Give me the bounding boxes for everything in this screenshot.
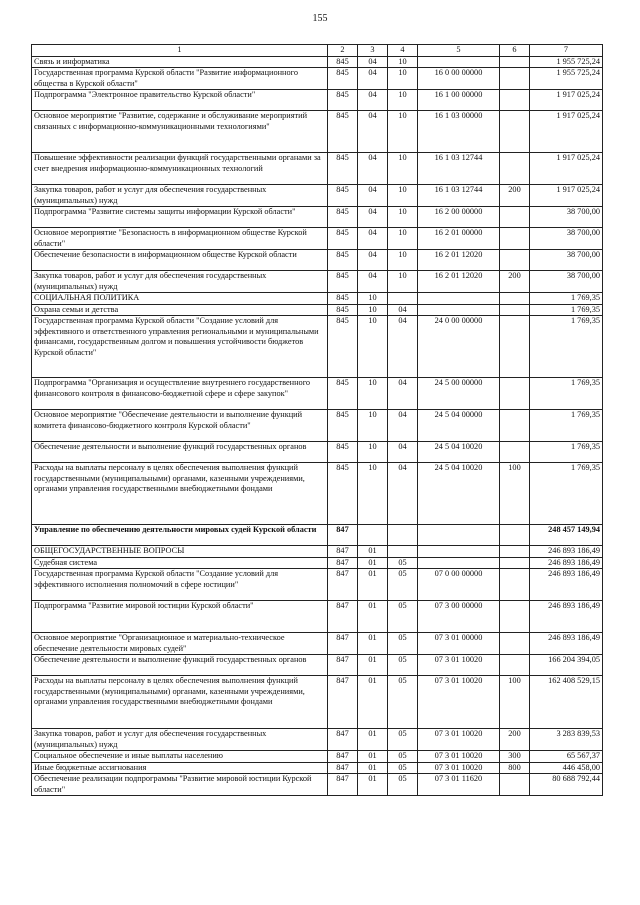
row-name-cell: Подпрограмма "Развитие мировой юстиции Курской области" bbox=[32, 601, 328, 633]
table-row bbox=[32, 601, 603, 633]
row-value-cell: 847 bbox=[328, 557, 358, 569]
row-value-cell: 80 688 792,44 bbox=[530, 774, 603, 796]
header-cell: 6 bbox=[500, 45, 530, 57]
row-name-cell: Подпрограмма "Электронное правительство Курской области" bbox=[32, 90, 328, 111]
row-value-cell: 100 bbox=[500, 463, 530, 525]
header-cell: 1 bbox=[32, 45, 328, 57]
row-value-cell: 847 bbox=[328, 633, 358, 655]
row-value-cell: 10 bbox=[388, 207, 418, 228]
row-value-cell bbox=[418, 557, 500, 569]
row-value-cell: 800 bbox=[500, 762, 530, 774]
row-value-cell: 10 bbox=[388, 56, 418, 68]
row-value-cell: 162 408 529,15 bbox=[530, 676, 603, 729]
row-value-cell: 04 bbox=[358, 250, 388, 271]
row-value-cell: 845 bbox=[328, 207, 358, 228]
row-value-cell: 1 917 025,24 bbox=[530, 185, 603, 207]
row-value-cell: 01 bbox=[358, 546, 388, 558]
row-value-cell: 24 5 00 00000 bbox=[418, 378, 500, 410]
table-row bbox=[32, 111, 603, 153]
row-value-cell: 01 bbox=[358, 557, 388, 569]
table-row bbox=[32, 751, 603, 763]
row-name-cell: Подпрограмма "Развитие системы защиты информации Курской области" bbox=[32, 207, 328, 228]
row-value-cell: 10 bbox=[388, 228, 418, 250]
row-name-cell: Основное мероприятие "Организационное и материально-техническое обеспечение деятельности мировых судей" bbox=[32, 633, 328, 655]
row-value-cell bbox=[388, 546, 418, 558]
table-row bbox=[32, 56, 603, 68]
row-value-cell: 16 0 00 00000 bbox=[418, 68, 500, 90]
row-value-cell: 1 955 725,24 bbox=[530, 56, 603, 68]
row-value-cell: 05 bbox=[388, 751, 418, 763]
table-row bbox=[32, 316, 603, 378]
row-value-cell: 200 bbox=[500, 729, 530, 751]
row-name-cell: Закупка товаров, работ и услуг для обеспечения государственных (муниципальных) нужд bbox=[32, 185, 328, 207]
row-value-cell: 845 bbox=[328, 111, 358, 153]
row-value-cell: 10 bbox=[358, 316, 388, 378]
row-value-cell: 04 bbox=[388, 378, 418, 410]
row-value-cell: 1 769,35 bbox=[530, 304, 603, 316]
row-value-cell bbox=[500, 378, 530, 410]
row-value-cell: 10 bbox=[358, 442, 388, 463]
row-value-cell bbox=[500, 655, 530, 676]
row-name-cell: Закупка товаров, работ и услуг для обеспечения государственных (муниципальных) нужд bbox=[32, 271, 328, 293]
table-row bbox=[32, 185, 603, 207]
row-value-cell: 246 893 186,49 bbox=[530, 546, 603, 558]
row-value-cell: 1 769,35 bbox=[530, 463, 603, 525]
row-value-cell: 847 bbox=[328, 751, 358, 763]
header-cell: 7 bbox=[530, 45, 603, 57]
row-value-cell: 10 bbox=[388, 68, 418, 90]
row-value-cell: 16 1 03 12744 bbox=[418, 185, 500, 207]
row-value-cell: 847 bbox=[328, 762, 358, 774]
row-name-cell: Управление по обеспечению деятельности мировых судей Курской области bbox=[32, 525, 328, 546]
row-value-cell: 16 1 03 12744 bbox=[418, 153, 500, 185]
row-value-cell: 1 917 025,24 bbox=[530, 153, 603, 185]
row-value-cell: 1 769,35 bbox=[530, 316, 603, 378]
row-value-cell: 07 3 01 10020 bbox=[418, 729, 500, 751]
row-value-cell bbox=[388, 525, 418, 546]
row-value-cell: 845 bbox=[328, 90, 358, 111]
row-value-cell: 24 5 04 10020 bbox=[418, 442, 500, 463]
row-value-cell: 16 2 01 12020 bbox=[418, 250, 500, 271]
row-value-cell: 38 700,00 bbox=[530, 250, 603, 271]
row-value-cell bbox=[500, 228, 530, 250]
row-value-cell: 1 917 025,24 bbox=[530, 90, 603, 111]
row-name-cell: Основное мероприятие "Развитие, содержание и обслуживание мероприятий связанных с информационно-коммуникационными технологиями" bbox=[32, 111, 328, 153]
row-value-cell: 07 3 01 10020 bbox=[418, 762, 500, 774]
table-row bbox=[32, 90, 603, 111]
table-row bbox=[32, 250, 603, 271]
row-value-cell bbox=[500, 601, 530, 633]
row-name-cell: Обеспечение безопасности в информационном обществе Курской области bbox=[32, 250, 328, 271]
row-value-cell: 446 458,00 bbox=[530, 762, 603, 774]
row-value-cell: 845 bbox=[328, 271, 358, 293]
table-row bbox=[32, 410, 603, 442]
row-value-cell bbox=[500, 293, 530, 305]
row-value-cell: 38 700,00 bbox=[530, 271, 603, 293]
row-value-cell: 04 bbox=[358, 153, 388, 185]
row-value-cell bbox=[500, 557, 530, 569]
row-value-cell: 05 bbox=[388, 569, 418, 601]
row-value-cell bbox=[500, 304, 530, 316]
row-value-cell: 1 769,35 bbox=[530, 442, 603, 463]
row-name-cell: Основное мероприятие "Обеспечение деятельности и выполнение функций комитета финансово-бюджетного контроля Курской области" bbox=[32, 410, 328, 442]
row-value-cell: 04 bbox=[388, 442, 418, 463]
row-value-cell: 246 893 186,49 bbox=[530, 557, 603, 569]
row-value-cell: 07 0 00 00000 bbox=[418, 569, 500, 601]
header-cell: 3 bbox=[358, 45, 388, 57]
row-value-cell: 10 bbox=[358, 463, 388, 525]
row-value-cell: 166 204 394,05 bbox=[530, 655, 603, 676]
row-value-cell: 845 bbox=[328, 316, 358, 378]
row-value-cell: 05 bbox=[388, 655, 418, 676]
row-value-cell: 1 769,35 bbox=[530, 378, 603, 410]
row-value-cell bbox=[500, 56, 530, 68]
row-value-cell bbox=[418, 525, 500, 546]
table-row bbox=[32, 774, 603, 796]
row-value-cell: 10 bbox=[388, 185, 418, 207]
row-name-cell: Охрана семьи и детства bbox=[32, 304, 328, 316]
row-value-cell bbox=[500, 250, 530, 271]
row-value-cell: 10 bbox=[388, 271, 418, 293]
row-name-cell: Расходы на выплаты персоналу в целях обеспечения выполнения функций государственными (муниципальными) органами, казенными учреждениями, органами управления государственными внебюджетными фондами bbox=[32, 676, 328, 729]
row-value-cell bbox=[500, 525, 530, 546]
row-value-cell: 845 bbox=[328, 293, 358, 305]
row-value-cell: 04 bbox=[358, 185, 388, 207]
row-value-cell: 24 5 04 00000 bbox=[418, 410, 500, 442]
table-row bbox=[32, 68, 603, 90]
row-name-cell: Связь и информатика bbox=[32, 56, 328, 68]
row-value-cell: 1 917 025,24 bbox=[530, 111, 603, 153]
row-value-cell: 04 bbox=[358, 228, 388, 250]
row-value-cell: 38 700,00 bbox=[530, 207, 603, 228]
row-name-cell: Повышение эффективности реализации функций государственными органами за счет внедрения информационно-коммуникационных технологий bbox=[32, 153, 328, 185]
row-value-cell bbox=[500, 546, 530, 558]
row-value-cell: 04 bbox=[358, 271, 388, 293]
row-value-cell: 65 567,37 bbox=[530, 751, 603, 763]
row-value-cell: 05 bbox=[388, 729, 418, 751]
row-value-cell: 10 bbox=[358, 293, 388, 305]
table-row bbox=[32, 304, 603, 316]
row-value-cell: 10 bbox=[388, 90, 418, 111]
row-name-cell: Подпрограмма "Организация и осуществление внутреннего государственного финансового контроля в финансово-бюджетной сфере и сфере закупок" bbox=[32, 378, 328, 410]
row-value-cell: 07 3 01 11620 bbox=[418, 774, 500, 796]
row-value-cell: 07 3 00 00000 bbox=[418, 601, 500, 633]
row-value-cell: 845 bbox=[328, 153, 358, 185]
row-value-cell: 845 bbox=[328, 250, 358, 271]
header-cell: 5 bbox=[418, 45, 500, 57]
row-value-cell: 01 bbox=[358, 762, 388, 774]
row-value-cell: 04 bbox=[358, 68, 388, 90]
header-cell: 4 bbox=[388, 45, 418, 57]
row-name-cell: ОБЩЕГОСУДАРСТВЕННЫЕ ВОПРОСЫ bbox=[32, 546, 328, 558]
row-value-cell: 04 bbox=[358, 111, 388, 153]
row-value-cell bbox=[418, 56, 500, 68]
row-value-cell bbox=[500, 410, 530, 442]
table-row bbox=[32, 546, 603, 558]
row-value-cell bbox=[500, 90, 530, 111]
row-name-cell: Государственная программа Курской области "Развитие информационного общества в Курской области" bbox=[32, 68, 328, 90]
row-value-cell: 16 1 00 00000 bbox=[418, 90, 500, 111]
row-value-cell: 05 bbox=[388, 762, 418, 774]
row-value-cell bbox=[500, 316, 530, 378]
row-value-cell: 845 bbox=[328, 410, 358, 442]
row-value-cell: 847 bbox=[328, 676, 358, 729]
table-row bbox=[32, 633, 603, 655]
row-value-cell: 246 893 186,49 bbox=[530, 633, 603, 655]
row-value-cell: 01 bbox=[358, 676, 388, 729]
row-value-cell: 845 bbox=[328, 442, 358, 463]
header-row bbox=[32, 45, 603, 57]
row-value-cell: 845 bbox=[328, 304, 358, 316]
row-value-cell: 847 bbox=[328, 774, 358, 796]
row-value-cell: 01 bbox=[358, 655, 388, 676]
row-value-cell bbox=[500, 774, 530, 796]
row-value-cell: 847 bbox=[328, 655, 358, 676]
row-value-cell: 200 bbox=[500, 271, 530, 293]
row-name-cell: Обеспечение деятельности и выполнение функций государственных органов bbox=[32, 442, 328, 463]
row-value-cell: 04 bbox=[358, 56, 388, 68]
page-number: 155 bbox=[312, 13, 328, 24]
row-value-cell: 05 bbox=[388, 557, 418, 569]
row-value-cell bbox=[500, 68, 530, 90]
row-value-cell bbox=[500, 442, 530, 463]
row-value-cell: 10 bbox=[388, 250, 418, 271]
row-value-cell: 10 bbox=[388, 153, 418, 185]
row-value-cell: 845 bbox=[328, 68, 358, 90]
row-value-cell: 1 955 725,24 bbox=[530, 68, 603, 90]
row-name-cell: Обеспечение реализации подпрограммы "Развитие мировой юстиции Курской области" bbox=[32, 774, 328, 796]
row-value-cell bbox=[418, 546, 500, 558]
table-row bbox=[32, 271, 603, 293]
table-row bbox=[32, 228, 603, 250]
row-value-cell: 847 bbox=[328, 601, 358, 633]
row-value-cell: 248 457 149,94 bbox=[530, 525, 603, 546]
row-value-cell: 16 1 03 00000 bbox=[418, 111, 500, 153]
row-value-cell: 847 bbox=[328, 525, 358, 546]
table-row bbox=[32, 207, 603, 228]
row-value-cell: 847 bbox=[328, 729, 358, 751]
row-value-cell: 845 bbox=[328, 56, 358, 68]
row-name-cell: Государственная программа Курской области "Создание условий для эффективного и ответственного управления региональными и муниципальными финансами, государственным долгом и повышения устойчивости бюджетов Курской области" bbox=[32, 316, 328, 378]
row-value-cell bbox=[500, 207, 530, 228]
row-value-cell: 10 bbox=[358, 304, 388, 316]
row-value-cell: 3 283 839,53 bbox=[530, 729, 603, 751]
row-name-cell: Расходы на выплаты персоналу в целях обеспечения выполнения функций государственными (муниципальными) органами, казенными учреждениями, органами управления государственными внебюджетными фондами bbox=[32, 463, 328, 525]
table-row bbox=[32, 442, 603, 463]
table-row bbox=[32, 557, 603, 569]
row-value-cell: 845 bbox=[328, 185, 358, 207]
row-value-cell: 24 0 00 00000 bbox=[418, 316, 500, 378]
row-value-cell: 10 bbox=[388, 111, 418, 153]
row-value-cell bbox=[500, 633, 530, 655]
row-value-cell: 845 bbox=[328, 463, 358, 525]
row-value-cell: 847 bbox=[328, 569, 358, 601]
row-value-cell: 07 3 01 10020 bbox=[418, 655, 500, 676]
row-value-cell: 246 893 186,49 bbox=[530, 601, 603, 633]
row-value-cell: 38 700,00 bbox=[530, 228, 603, 250]
row-value-cell: 1 769,35 bbox=[530, 410, 603, 442]
row-value-cell: 16 2 01 12020 bbox=[418, 271, 500, 293]
row-name-cell: Основное мероприятие "Безопасность в информационном обществе Курской области" bbox=[32, 228, 328, 250]
row-value-cell: 845 bbox=[328, 228, 358, 250]
table-row bbox=[32, 463, 603, 525]
row-value-cell bbox=[500, 153, 530, 185]
row-value-cell: 01 bbox=[358, 633, 388, 655]
row-value-cell: 300 bbox=[500, 751, 530, 763]
row-value-cell: 100 bbox=[500, 676, 530, 729]
row-name-cell: Социальное обеспечение и иные выплаты населению bbox=[32, 751, 328, 763]
row-value-cell bbox=[500, 111, 530, 153]
row-value-cell: 10 bbox=[358, 378, 388, 410]
row-value-cell: 16 2 01 00000 bbox=[418, 228, 500, 250]
table-row bbox=[32, 525, 603, 546]
row-value-cell bbox=[358, 525, 388, 546]
table-row bbox=[32, 293, 603, 305]
row-name-cell: Судебная система bbox=[32, 557, 328, 569]
row-value-cell: 01 bbox=[358, 729, 388, 751]
table-body bbox=[32, 56, 603, 796]
row-value-cell bbox=[500, 569, 530, 601]
row-value-cell bbox=[418, 293, 500, 305]
row-value-cell: 05 bbox=[388, 774, 418, 796]
row-name-cell: Государственная программа Курской области "Создание условий для эффективного исполнения полномочий в сфере юстиции" bbox=[32, 569, 328, 601]
row-value-cell: 04 bbox=[388, 463, 418, 525]
row-name-cell: Обеспечение деятельности и выполнение функций государственных органов bbox=[32, 655, 328, 676]
budget-table bbox=[31, 44, 603, 796]
row-value-cell: 04 bbox=[388, 316, 418, 378]
table-row bbox=[32, 378, 603, 410]
table-row bbox=[32, 153, 603, 185]
row-name-cell: СОЦИАЛЬНАЯ ПОЛИТИКА bbox=[32, 293, 328, 305]
row-value-cell: 05 bbox=[388, 601, 418, 633]
row-name-cell: Иные бюджетные ассигнования bbox=[32, 762, 328, 774]
row-value-cell: 04 bbox=[358, 90, 388, 111]
row-value-cell: 845 bbox=[328, 378, 358, 410]
row-value-cell: 01 bbox=[358, 751, 388, 763]
row-value-cell bbox=[418, 304, 500, 316]
row-value-cell: 01 bbox=[358, 601, 388, 633]
row-value-cell: 05 bbox=[388, 633, 418, 655]
row-value-cell: 01 bbox=[358, 569, 388, 601]
table-row bbox=[32, 569, 603, 601]
row-value-cell: 07 3 01 10020 bbox=[418, 751, 500, 763]
row-name-cell: Закупка товаров, работ и услуг для обеспечения государственных (муниципальных) нужд bbox=[32, 729, 328, 751]
row-value-cell: 1 769,35 bbox=[530, 293, 603, 305]
row-value-cell: 04 bbox=[388, 410, 418, 442]
row-value-cell: 05 bbox=[388, 676, 418, 729]
row-value-cell bbox=[388, 293, 418, 305]
table-row bbox=[32, 729, 603, 751]
row-value-cell: 847 bbox=[328, 546, 358, 558]
table-row bbox=[32, 762, 603, 774]
row-value-cell: 246 893 186,49 bbox=[530, 569, 603, 601]
table-row bbox=[32, 655, 603, 676]
header-cell: 2 bbox=[328, 45, 358, 57]
row-value-cell: 10 bbox=[358, 410, 388, 442]
table-row bbox=[32, 676, 603, 729]
row-value-cell: 04 bbox=[358, 207, 388, 228]
row-value-cell: 24 5 04 10020 bbox=[418, 463, 500, 525]
row-value-cell: 200 bbox=[500, 185, 530, 207]
row-value-cell: 07 3 01 00000 bbox=[418, 633, 500, 655]
row-value-cell: 01 bbox=[358, 774, 388, 796]
row-value-cell: 04 bbox=[388, 304, 418, 316]
row-value-cell: 16 2 00 00000 bbox=[418, 207, 500, 228]
row-value-cell: 07 3 01 10020 bbox=[418, 676, 500, 729]
